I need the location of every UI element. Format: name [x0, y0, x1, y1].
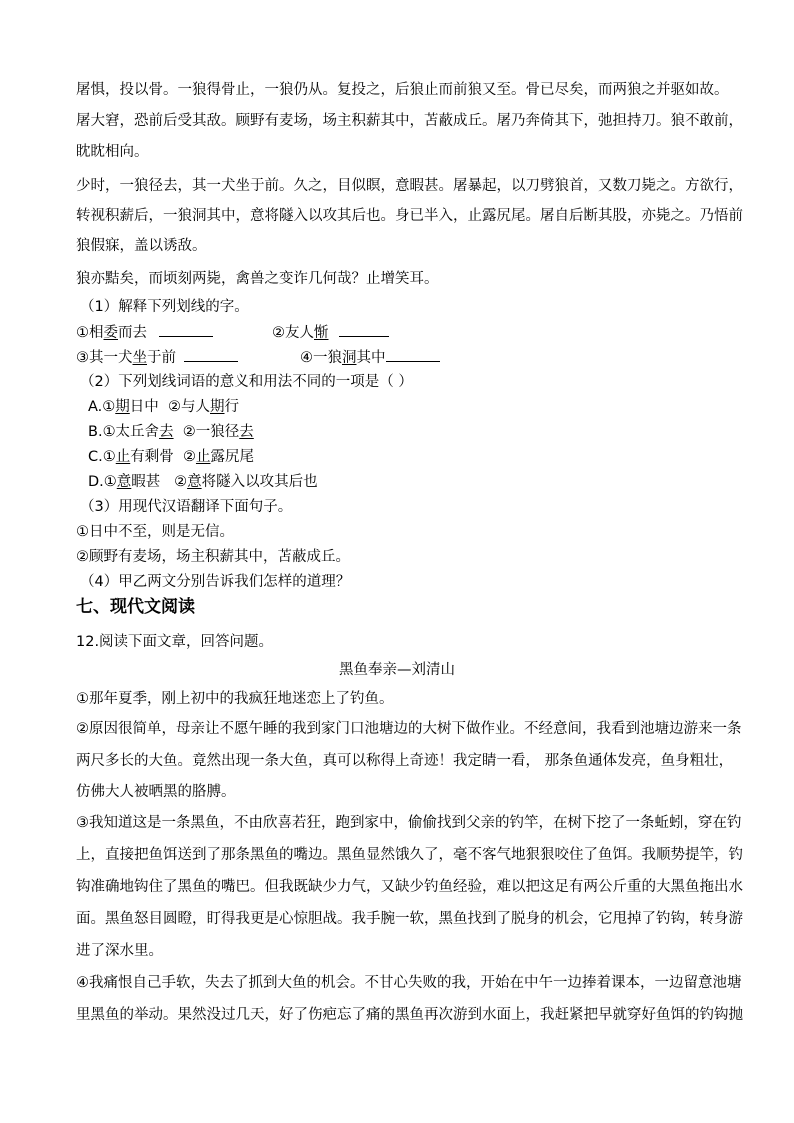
- q1-item-3: ③其一犬坐于前: [76, 347, 238, 368]
- answer-blank[interactable]: [339, 322, 389, 337]
- answer-blank[interactable]: [159, 322, 213, 337]
- question-12-label: 12.阅读下面文章，回答问题。: [76, 634, 274, 650]
- article-line: 两尺多长的大鱼。竟然出现一条大鱼，真可以称得上奇迹！我定睛一看， 那条鱼通体发亮，鱼身粗壮，: [76, 753, 734, 769]
- article-line: ③我知道这是一条黑鱼，不由欣喜若狂，跑到家中，偷偷找到父亲的钓竿，在树下挖了一条蚯蚓，穿在钓: [76, 815, 742, 831]
- question-2-label: （2）下列划线词语的意义和用法不同的一项是（ ）: [80, 374, 413, 390]
- article-title: 黑鱼奉亲—刘清山: [339, 662, 455, 678]
- article-line: 面。黑鱼怒目圆瞪，盯得我更是心惊胆战。我手腕一软，黑鱼找到了脱身的机会，它甩掉了钓钩，转身游: [76, 911, 743, 927]
- q3-sentence-1: ①日中不至，则是无信。: [76, 524, 234, 540]
- passage-line: 转视积薪后，一狼洞其中，意将隧入以攻其后也。身已半入，止露尻尾。屠自后断其股，亦毙之。乃悟前: [76, 208, 743, 224]
- passage-line: 狼假寐，盖以诱敌。: [76, 238, 207, 254]
- answer-blank[interactable]: [184, 347, 238, 362]
- passage-line: 屠惧，投以骨。一狼得骨止，一狼仍从。复投之，后狼止而前狼又至。骨已尽矣，而两狼之并驱如故。: [76, 82, 729, 98]
- article-line: 钩准确地钩住了黑鱼的嘴巴。但我既缺少力气，又缺少钓鱼经验，难以把这足有两公斤重的大黑鱼拖出水: [76, 879, 743, 895]
- article-line: ①那年夏季，刚上初中的我疯狂地迷恋上了钓鱼。: [76, 691, 394, 707]
- question-4-label: （4）甲乙两文分别告诉我们怎样的道理？: [80, 574, 351, 590]
- q2-option-a[interactable]: A.①期日中 ②与人期行: [88, 399, 239, 415]
- passage-line: 屠大窘，恐前后受其敌。顾野有麦场，场主积薪其中，苫蔽成丘。屠乃奔倚其下，弛担持刀。狼不敢前，: [76, 113, 743, 129]
- article-line: 进了深水里。: [76, 943, 163, 959]
- answer-blank[interactable]: [386, 347, 440, 362]
- q2-option-d[interactable]: D.①意暇甚 ②意将隧入以攻其后也: [88, 474, 318, 490]
- q1-item-2: ②友人惭: [272, 322, 389, 343]
- question-1-label: （1）解释下列划线的字。: [80, 299, 249, 315]
- q2-option-c[interactable]: C.①止有剩骨 ②止露尻尾: [88, 449, 254, 465]
- passage-line: 眈眈相向。: [76, 144, 149, 160]
- section-heading: 七、现代文阅读: [76, 597, 195, 617]
- q2-option-b[interactable]: B.①太丘舍去 ②一狼径去: [88, 424, 254, 440]
- question-3-label: （3）用现代汉语翻译下面句子。: [80, 499, 293, 515]
- passage-line: 狼亦黠矣，而顷刻两毙，禽兽之变诈几何哉？止增笑耳。: [76, 271, 439, 287]
- article-line: 上，直接把鱼饵送到了那条黑鱼的嘴边。黑鱼显然饿久了，毫不客气地狠狠咬住了鱼饵。我顺势提竿，钓: [76, 847, 743, 863]
- q1-item-1: ①相委而去: [76, 322, 213, 343]
- article-line: 仿佛大人被晒黑的胳膊。: [76, 784, 236, 800]
- article-line: ④我痛恨自己手软，失去了抓到大鱼的机会。不甘心失败的我，开始在中午一边捧着课本，一边留意池塘: [76, 975, 742, 991]
- article-line: 里黑鱼的举动。果然没过几天，好了伤疤忘了痛的黑鱼再次游到水面上，我赶紧把早就穿好鱼饵的钓钩抛: [76, 1007, 743, 1023]
- article-line: ②原因很简单，母亲让不愿午睡的我到家门口池塘边的大树下做作业。不经意间，我看到池塘边游来一条: [76, 721, 742, 737]
- passage-line: 少时，一狼径去，其一犬坐于前。久之，目似瞑，意暇甚。屠暴起，以刀劈狼首，又数刀毙之。方欲行，: [76, 178, 743, 194]
- q3-sentence-2: ②顾野有麦场，场主积薪其中，苫蔽成丘。: [76, 549, 350, 565]
- q1-item-4: ④一狼洞其中: [300, 347, 440, 368]
